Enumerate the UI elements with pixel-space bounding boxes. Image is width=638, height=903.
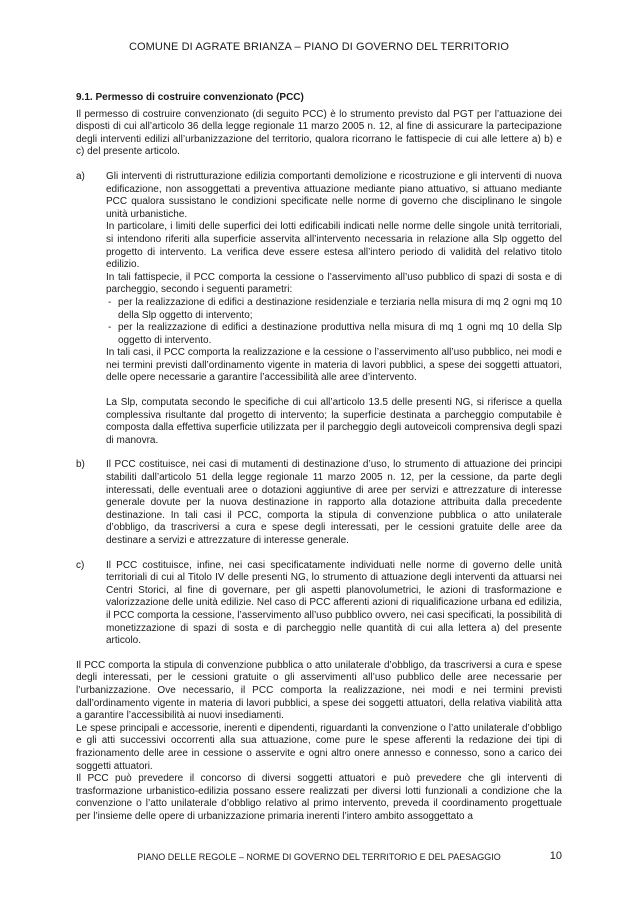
- intro-paragraph: Il permesso di costruire convenzionato (di seguito PCC) è lo strumento previsto dal PGT per l’attuazione dei disposti di cui all’articolo 36 della legge regionale 11 marzo 2005 n. 12, al fine di assicurare la partecipazione degli interventi edilizi all’urbanizzazione del territorio, qualora ricorrano le fattispecie di cui alle lettere a) b) e c) del presente articolo.: [76, 108, 562, 158]
- item-a-paragraph: Gli interventi di ristrutturazione edilizia comportanti demolizione e ricostruzione e gli interventi di nuova edificazione, non assoggettati a preventiva attuazione mediante piano attuativo, si attuano mediante PCC qualora sussistano le condizioni specificate nelle norme di governo che disciplinano le singole unità urbanistiche.: [106, 170, 562, 220]
- item-a-paragraph: La Slp, computata secondo le specifiche di cui all’articolo 13.5 delle presenti NG, si riferisce a quella complessiva risultante dal progetto di intervento; la superficie destinata a parcheggio computabile è composta dalla effettiva superficie utilizzata per il parcheggio degli autoveicoli comprensiva degli spazi di manovra.: [106, 397, 562, 446]
- dash-item: - per la realizzazione di edifici a destinazione residenziale e terziaria nella misura di mq 2 ogni mq 10 della Slp oggetto di intervento;: [108, 296, 562, 321]
- item-a-paragraph: In tali casi, il PCC comporta la realizzazione e la cessione o l’asservimento all’uso pubblico, nei modi e nei termini previsti dall’ordinamento vigente in materia di lavori pubblici, a spese dei soggetti attuatori, delle opere necessarie a garantire l’accessibilità alle aree d’intervento.: [106, 347, 562, 384]
- list-item-a: [76, 171, 562, 447]
- footer-text: PIANO DELLE REGOLE – NORME DI GOVERNO DEL TERRITORIO E DEL PAESAGGIO: [137, 852, 501, 862]
- list-item-c: [76, 560, 562, 648]
- closing-paragraph: Le spese principali e accessorie, inerenti e dipendenti, riguardanti la convenzione o l’atto unilaterale d’obbligo e gli atti successivi occorrenti alla sua attuazione, come pure le spese afferenti la redazione dei tipi di frazionamento delle aree in cessione o asservite e ogni altro onere annesso e connesso, sono a carico dei soggetti attuatori.: [76, 722, 562, 772]
- page-body: [76, 92, 562, 823]
- item-a-paragraph: In tali fattispecie, il PCC comporta la cessione o l’asservimento all’uso pubblico di spazi di sosta e di parcheggio, secondo i seguenti parametri:: [106, 271, 562, 296]
- item-a-paragraph: In particolare, i limiti delle superfici dei lotti edificabili indicati nelle norme delle singole unità territoriali, si intendono riferiti alla superficie asservita all’intervento necessaria in relazione alla Slp oggetto del progetto di intervento. La verifica deve essere estesa all’intero periodo di validità del relativo titolo edilizio.: [106, 221, 562, 271]
- closing-paragraph: Il PCC può prevedere il concorso di diversi soggetti attuatori e può prevedere che gli interventi di trasformazione urbanistico-edilizia possano essere realizzati per diversi lotti funzionali a condizione che la convenzione o l’atto unilaterale d’obbligo relativo al primo intervento, preveda il coordinamento progettuale per l’insieme delle opere di urbanizzazione primaria inerenti l’intero ambito assoggettato a: [76, 773, 562, 822]
- section-title: 9.1. Permesso di costruire convenzionato (PCC): [76, 92, 304, 103]
- dash-item: - per la realizzazione di edifici a destinazione produttiva nella misura di mq 1 ogni mq 10 della Slp oggetto di intervento.: [108, 322, 562, 346]
- dash-item-text: per la realizzazione di edifici a destinazione produttiva nella misura di mq 1 ogni mq 10 della Slp oggetto di intervento.: [118, 322, 562, 346]
- item-label: c): [76, 559, 85, 571]
- item-b-paragraph: Il PCC costituisce, nei casi di mutamenti di destinazione d’uso, lo strumento di attuazione dei principi stabiliti dall’articolo 51 della legge regionale 11 marzo 2005 n. 12, per la cessione, da parte degli interessati, delle eventuali aree o dotazioni aggiuntive di aree per servizi e attrezzature di interesse generale dovute per la nuova destinazione in rapporto alla dotazione attribuita dalla precedente destinazione. In tali casi il PCC, comporta la stipula di convenzione pubblica o atto unilaterale d’obbligo, da trascriversi a cura e spese degli interessati, per le cessioni gratuite delle aree da destinare a servizi e attrezzature di interesse generale.: [106, 459, 562, 546]
- list-item-b: [76, 459, 562, 547]
- page-header: COMUNE DI AGRATE BRIANZA – PIANO DI GOVERNO DEL TERRITORIO: [128, 41, 510, 53]
- dash-item-text: per la realizzazione di edifici a destinazione residenziale e terziaria nella misura di mq 2 ogni mq 10 della Slp oggetto di intervento;: [118, 296, 562, 321]
- page-number: 10: [549, 850, 562, 862]
- item-label: b): [76, 459, 85, 471]
- closing-paragraph: Il PCC comporta la stipula di convenzione pubblica o atto unilaterale d’obbligo, da trascriversi a cura e spese degli interessati, per le cessioni gratuite o gli asservimenti all’uso pubblico delle aree necessarie per l’urbanizzazione. Ove necessario, il PCC comporta la realizzazione, nei modi e nei termini previsti dall’ordinamento vigente in materia di lavori pubblici, a spese dei soggetti attuatori, della relativa viabilità atta a garantire l’accessibilità ai nuovi insediamenti.: [76, 659, 562, 722]
- item-c-paragraph: Il PCC costituisce, infine, nei casi specificatamente individuati nelle norme di governo delle unità territoriali di cui al Titolo IV delle presenti NG, lo strumento di attuazione degli interventi da attuarsi nei Centri Storici, al fine di governare, per gli aspetti planovolumetrici, le azioni di trasformazione e valorizzazione delle unità edilizie. Nel caso di PCC afferenti azioni di riqualificazione urbana ed edilizia, il PCC comporta la cessione, l’asservimento all’uso pubblico ovvero, nei casi specificati, la possibilità di monetizzazione di spazi di sosta e di parcheggio nelle quantità di cui alla lettera a) del presente articolo.: [106, 559, 562, 647]
- item-label: a): [76, 170, 85, 182]
